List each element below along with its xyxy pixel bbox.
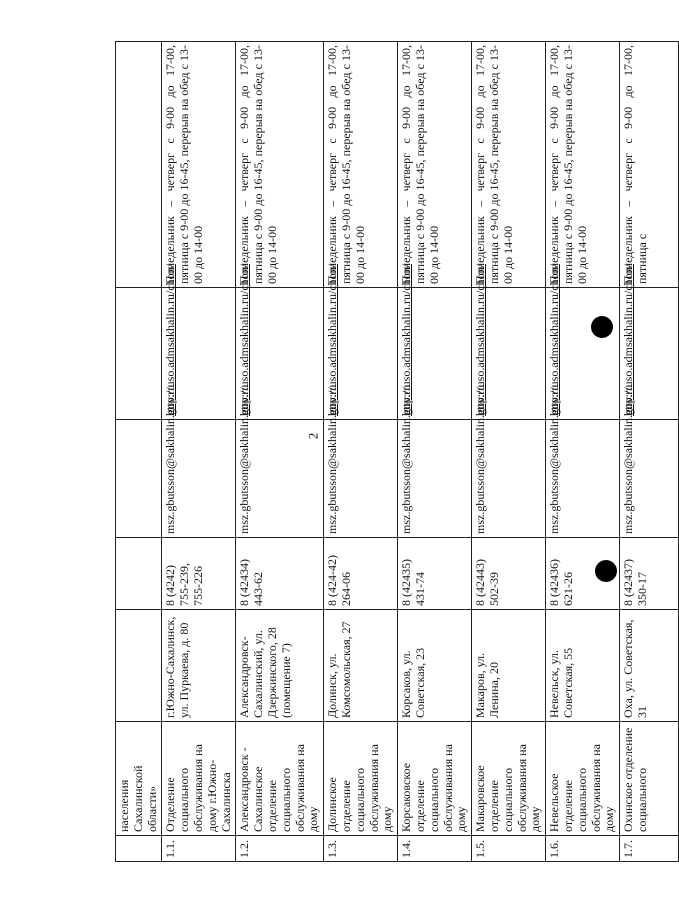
address-cell: Долинск, ул. Комсомольская, 27 — [324, 610, 398, 722]
row-number-cell: 1.2. — [236, 836, 324, 862]
email-cell: msz.gbutsson@sakhalin.gov.ru — [546, 420, 620, 538]
phone-cell: 8 (42434) 443-62 — [236, 538, 324, 610]
services-table — [115, 42, 649, 862]
email-cell — [116, 420, 162, 538]
website-link[interactable]: http://uso.admsakhalin.ru/chon/ — [473, 264, 488, 416]
table-row — [116, 42, 162, 862]
working-hours-cell: Понедельник – четверг с 9-00 до 17-00, пятница с 9-00 до 16-45, перерыв на обед с 13-00 до 14-00 — [236, 42, 324, 288]
website-cell — [620, 264, 679, 420]
department-name-cell: Александровск - Сахалинское отделение социального обслуживания на дому — [236, 722, 324, 836]
address-cell: Оха, ул. Советская, 31 — [620, 610, 679, 722]
address-cell: Корсаков, ул. Советская, 23 — [398, 610, 472, 722]
row-number-cell: 1.7. — [620, 836, 679, 862]
department-name-cell: Охинское отделение социального — [620, 722, 679, 836]
department-name-cell: Макаровское отделение социального обслуживания на дому — [472, 722, 546, 836]
table-row — [472, 42, 546, 862]
address-cell: Александровск-Сахалинский, ул. Дзержинского, 28 (помещение 7) — [236, 610, 324, 722]
phone-cell — [116, 538, 162, 610]
email-cell: msz.gbutsson@sakhalin.gov.ru — [324, 420, 398, 538]
phone-cell: 8 (42443) 502-39 — [472, 538, 546, 610]
table-row — [546, 42, 620, 862]
website-link[interactable]: http://uso.admsakhalin.ru/chon/ — [399, 264, 414, 416]
phone-cell: 8 (42437) 350-17 — [620, 538, 679, 610]
department-name-cell: населения Сахалинской области» — [116, 722, 162, 836]
website-link[interactable]: http://uso.admsakhalin.ru/chon/ — [325, 264, 340, 416]
email-cell: msz.gbutsson@sakhalin.gov.ru — [398, 420, 472, 538]
website-cell — [398, 264, 472, 420]
website-cell — [236, 264, 324, 420]
working-hours-cell: Понедельник – четверг с 9-00 до 17-00, пятница с — [620, 42, 679, 288]
address-cell: г.Южно-Сахалинск, ул. Пуркаева, д. 80 — [162, 610, 236, 722]
department-name-cell: Отделение социального обслуживания на дому г.Южно-Сахалинска — [162, 722, 236, 836]
page-number: 2 — [305, 432, 321, 440]
website-cell — [324, 264, 398, 420]
working-hours-cell: Понедельник – четверг с 9-00 до 17-00, пятница с 9-00 до 16-45, перерыв на обед с 13-00 до 14-00 — [162, 42, 236, 288]
department-name-cell: Корсаковское отделение социального обслуживания на дому — [398, 722, 472, 836]
department-name-cell: Невельское отделение социального обслуживания на дому — [546, 722, 620, 836]
row-number-cell: 1.4. — [398, 836, 472, 862]
row-number-cell: 1.5. — [472, 836, 546, 862]
department-name-cell: Долинское отделение социального обслуживания на дому — [324, 722, 398, 836]
row-number-cell: 1.3. — [324, 836, 398, 862]
row-number-cell: 1.1. — [162, 836, 236, 862]
website-link[interactable]: http://uso.admsakhalin.ru/chon/ — [163, 264, 178, 416]
website-cell — [162, 264, 236, 420]
email-cell: msz.gbutsson@sakhalin.gov.ru — [236, 420, 324, 538]
phone-cell: 8 (424-42) 264-06 — [324, 538, 398, 610]
website-cell — [116, 288, 162, 420]
website-cell — [546, 264, 620, 420]
address-cell: Невельск, ул. Советская, 55 — [546, 610, 620, 722]
row-number-cell: 1.6. — [546, 836, 620, 862]
working-hours-cell — [116, 42, 162, 288]
email-cell: msz.gbutsson@sakhalin.gov.ru — [620, 420, 679, 538]
working-hours-cell: Понедельник – четверг с 9-00 до 17-00, пятница с 9-00 до 16-45, перерыв на обед с 13-00 до 14-00 — [398, 42, 472, 288]
working-hours-cell: Понедельник – четверг с 9-00 до 17-00, пятница с 9-00 до 16-45, перерыв на обед с 13-00 до 14-00 — [546, 42, 620, 288]
email-cell: msz.gbutsson@sakhalin.gov.ru — [472, 420, 546, 538]
working-hours-cell: Понедельник – четверг с 9-00 до 17-00, пятница с 9-00 до 16-45, перерыв на обед с 13-00 до 14-00 — [472, 42, 546, 288]
phone-cell: 8 (42435) 431-74 — [398, 538, 472, 610]
table-row — [620, 42, 679, 862]
address-cell — [116, 610, 162, 722]
table-row — [324, 42, 398, 862]
table-row — [236, 42, 324, 862]
table-row — [398, 42, 472, 862]
website-link[interactable]: http://uso.admsakhalin.ru/chon/ — [547, 264, 562, 416]
table-row — [162, 42, 236, 862]
website-link[interactable]: http://uso.admsakhalin.ru/chon/ — [237, 264, 252, 416]
phone-cell: 8 (42436) 621-26 — [546, 538, 620, 610]
email-cell: msz.gbutsson@sakhalin.gov.ru — [162, 420, 236, 538]
working-hours-cell: Понедельник – четверг с 9-00 до 17-00, пятница с 9-00 до 16-45, перерыв на обед с 13-00 до 14-00 — [324, 42, 398, 288]
row-number-cell — [116, 836, 162, 862]
website-cell — [472, 264, 546, 420]
website-link[interactable]: http://uso.admsakhalin.ru/chon/ — [621, 264, 636, 416]
phone-cell: 8 (4242) 755-239, 755-226 — [162, 538, 236, 610]
address-cell: Макаров, ул. Ленина, 20 — [472, 610, 546, 722]
